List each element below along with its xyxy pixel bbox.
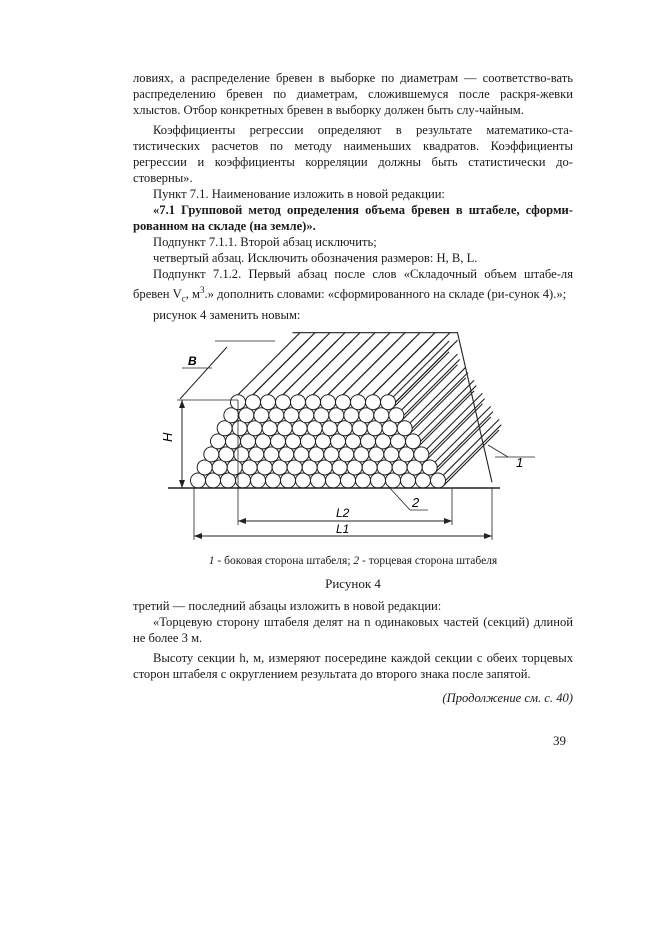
log-end-circle — [306, 395, 321, 410]
log-end-circle — [422, 460, 437, 475]
log-end-circle — [397, 421, 412, 436]
figure-title: Рисунок 4 — [325, 576, 381, 591]
superscript: 3 — [200, 285, 205, 295]
paragraph: третий — последний абзацы изложить в новой редакции: — [133, 599, 442, 613]
log-end-circle — [366, 395, 381, 410]
log-side-line — [253, 333, 315, 395]
log-side-line — [343, 333, 405, 395]
legend-number: 2 — [353, 555, 360, 567]
label-1: 1 — [516, 455, 524, 470]
log-side-line — [283, 333, 345, 395]
arrow-icon — [238, 518, 246, 524]
log-end-circle — [431, 473, 446, 488]
log-side-line — [328, 333, 390, 395]
log-side-line — [393, 341, 449, 397]
legend-number: 1 — [208, 555, 215, 567]
end-face-circles — [191, 395, 446, 488]
paragraph: Пункт 7.1. Наименование изложить в новой редакции: — [153, 187, 445, 201]
legend-text: - боковая сторона штабеля; — [214, 555, 354, 567]
arrow-icon — [194, 533, 202, 539]
log-side-line — [443, 419, 499, 475]
label-2: 2 — [412, 495, 420, 510]
log-end-circle — [414, 447, 429, 462]
log-end-circle — [261, 395, 276, 410]
log-side-line — [388, 333, 450, 395]
figure-legend — [133, 555, 573, 567]
label-h: H — [160, 432, 175, 442]
log-end-circle — [276, 395, 291, 410]
log-side-line — [404, 359, 460, 415]
label-b: B — [188, 354, 197, 368]
log-end-circle — [406, 434, 421, 449]
paragraph: четвертый абзац. Исключить обозначения размеров: H, B, L. — [153, 251, 478, 265]
log-end-circle — [246, 395, 261, 410]
log-side-line — [268, 333, 330, 395]
legend-text: - торцевая сторона штабеля — [359, 555, 498, 567]
arrow-icon — [444, 518, 452, 524]
paragraph: Коэффициенты регрессии определяют в результате математико-ста-тистических расчетов по методу наименьших квадратов. Коэффициенты регрессии и коэффициенты корреляции должны быть статистически до-стоверны». — [133, 123, 573, 185]
leader-2-pointer — [388, 486, 410, 510]
arrow-icon — [484, 533, 492, 539]
log-side-line — [435, 417, 491, 473]
figure-log-stack — [160, 335, 524, 545]
paragraph: рисунок 4 заменить новым: — [153, 307, 301, 322]
subscript: с — [181, 293, 186, 304]
log-end-circle — [381, 395, 396, 410]
log-side-line — [427, 393, 483, 449]
text-part: , м — [185, 287, 201, 302]
log-side-line — [435, 406, 491, 462]
leader-1-pointer — [488, 445, 508, 457]
paragraph: «Торцевую сторону штабеля делят на n одинаковых частей (секций) длиной не более 3 м. — [133, 615, 573, 645]
paragraph-bold: «7.1 Групповой метод определения объема бревен в штабеле, сформи-рованном на складе (на земле)». — [133, 203, 573, 233]
log-side-line — [313, 333, 375, 395]
page-number: 39 — [553, 733, 566, 748]
label-l1: L1 — [336, 522, 350, 536]
log-side-line — [410, 367, 466, 423]
log-side-line — [238, 333, 300, 395]
log-end-circle — [336, 395, 351, 410]
text-part: Подпункт 7.1.2. Первый абзац после слов «Складочный объем штабе-ля бревен V — [133, 267, 573, 302]
text-section-bottom — [133, 598, 573, 706]
arrow-icon — [179, 480, 185, 488]
log-side-line — [418, 380, 474, 436]
label-l2: L2 — [336, 506, 350, 520]
log-side-line — [396, 346, 452, 402]
paragraph: Высоту секции h, м, измеряют посередине каждой секции с обеих торцевых сторон штабеля с округлением результата до второго знака после запятой. — [133, 651, 573, 681]
log-end-circle — [321, 395, 336, 410]
text-part: .» дополнить словами: «сформированного на складе (ри-сунок 4).»; — [204, 287, 567, 302]
text-section-top — [133, 70, 573, 323]
log-side-line — [298, 333, 360, 395]
log-stack-diagram — [160, 335, 524, 545]
continuation-note: (Продолжение см. с. 40) — [442, 691, 573, 705]
paragraph: ловиях, а распределение бревен в выборке по диаметрам — соответство-вать распределению бревен по диаметрам, сложившемуся после раскря-жевки хлыстов. Отбор конкретных бревен в выборку должен быть слу-чайным. — [133, 71, 573, 117]
log-side-line — [358, 333, 420, 395]
paragraph — [133, 266, 573, 307]
arrow-icon — [179, 400, 185, 408]
log-end-circle — [291, 395, 306, 410]
log-end-circle — [351, 395, 366, 410]
paragraph: Подпункт 7.1.1. Второй абзац исключить; — [153, 235, 377, 249]
log-side-line — [402, 354, 458, 410]
log-end-circle — [389, 408, 404, 423]
